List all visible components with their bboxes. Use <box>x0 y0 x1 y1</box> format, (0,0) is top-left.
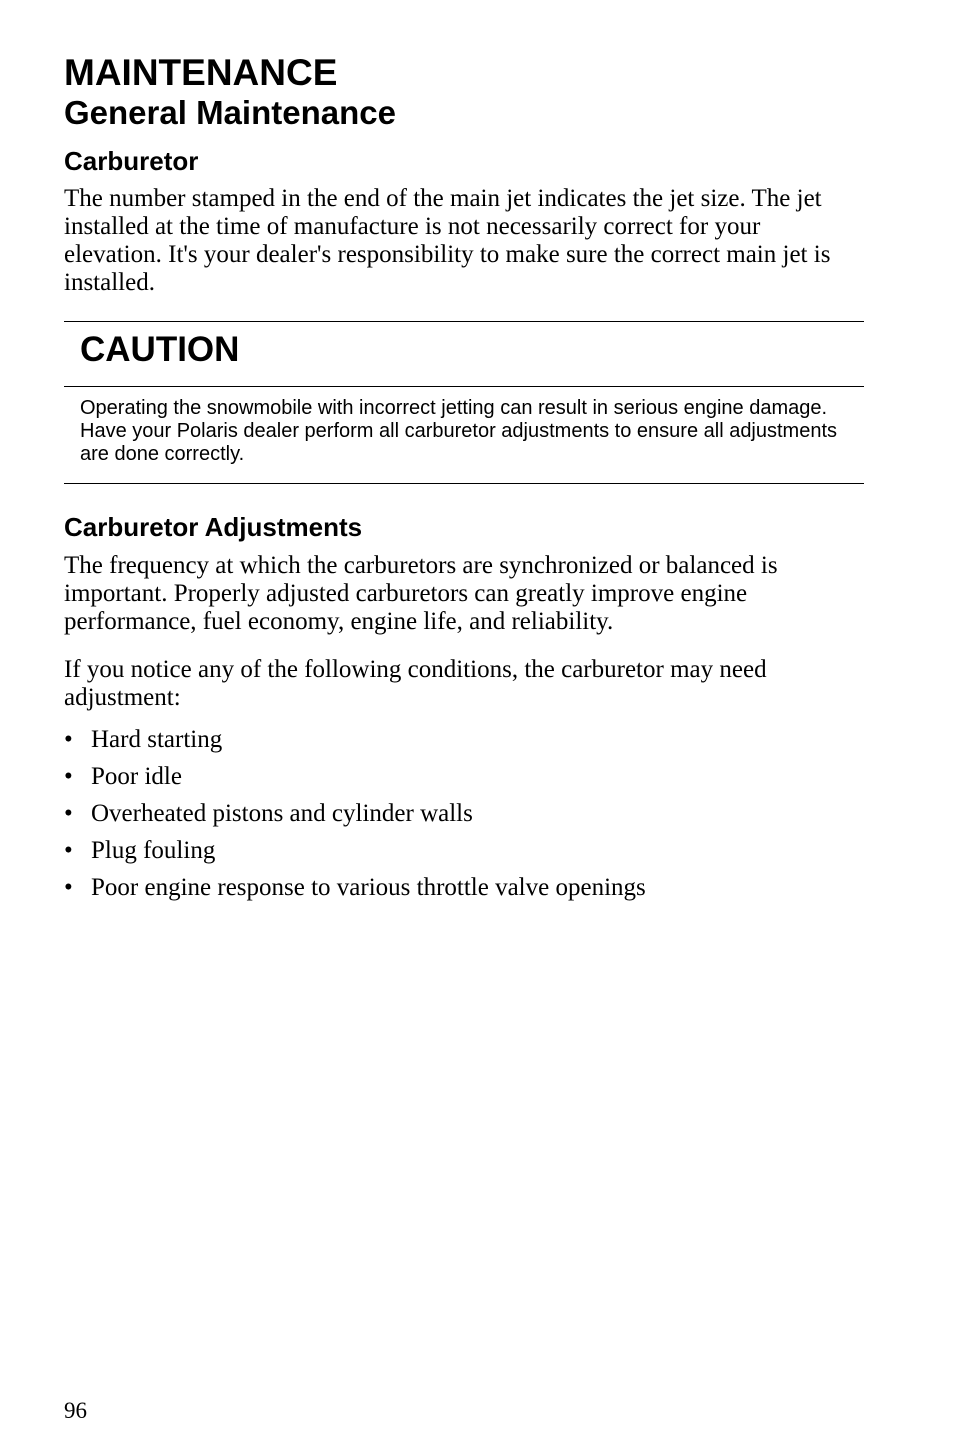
bullet-icon: • <box>64 726 73 753</box>
adjustments-paragraph-1: The frequency at which the carburetors are synchronized or balanced is important. Properly adjusted carburetors can greatly improve engine performance, fuel economy, engine life, and reliability. <box>64 552 778 635</box>
list-item-text: Poor engine response to various throttle valve openings <box>91 874 646 901</box>
page-title: MAINTENANCE <box>64 52 338 93</box>
bullet-icon: • <box>64 837 73 864</box>
page-subtitle: General Maintenance <box>64 94 396 131</box>
carburetor-adjustments-heading: Carburetor Adjustments <box>64 512 363 542</box>
bullet-icon: • <box>64 800 73 827</box>
bullet-icon: • <box>64 763 73 790</box>
list-item <box>64 837 864 865</box>
conditions-list <box>64 726 864 902</box>
caution-text: Operating the snowmobile with incorrect jetting can result in serious engine damage. Have your Polaris dealer perform all carburetor adjustments to ensure all adjustments are done correctly. <box>80 397 838 465</box>
page-content <box>64 52 864 911</box>
list-item <box>64 763 864 791</box>
list-item-text: Overheated pistons and cylinder walls <box>91 800 473 827</box>
list-item <box>64 800 864 828</box>
list-item-text: Plug fouling <box>91 837 216 864</box>
adjustments-paragraph-2: If you notice any of the following conditions, the carburetor may need adjustment: <box>64 656 767 711</box>
list-item-text: Hard starting <box>91 726 223 753</box>
carburetor-heading: Carburetor <box>64 146 199 176</box>
caution-title: CAUTION <box>64 322 864 387</box>
bullet-icon: • <box>64 874 73 901</box>
list-item <box>64 726 864 754</box>
page-number: 96 <box>64 1398 87 1423</box>
list-item-text: Poor idle <box>91 763 182 790</box>
caution-box <box>64 321 864 484</box>
carburetor-paragraph: The number stamped in the end of the main jet indicates the jet size. The jet installed at the time of manufacture is not necessarily correct for your elevation. It's your dealer's responsibility to make sure the correct main jet is installed. <box>64 185 831 296</box>
list-item <box>64 874 864 902</box>
